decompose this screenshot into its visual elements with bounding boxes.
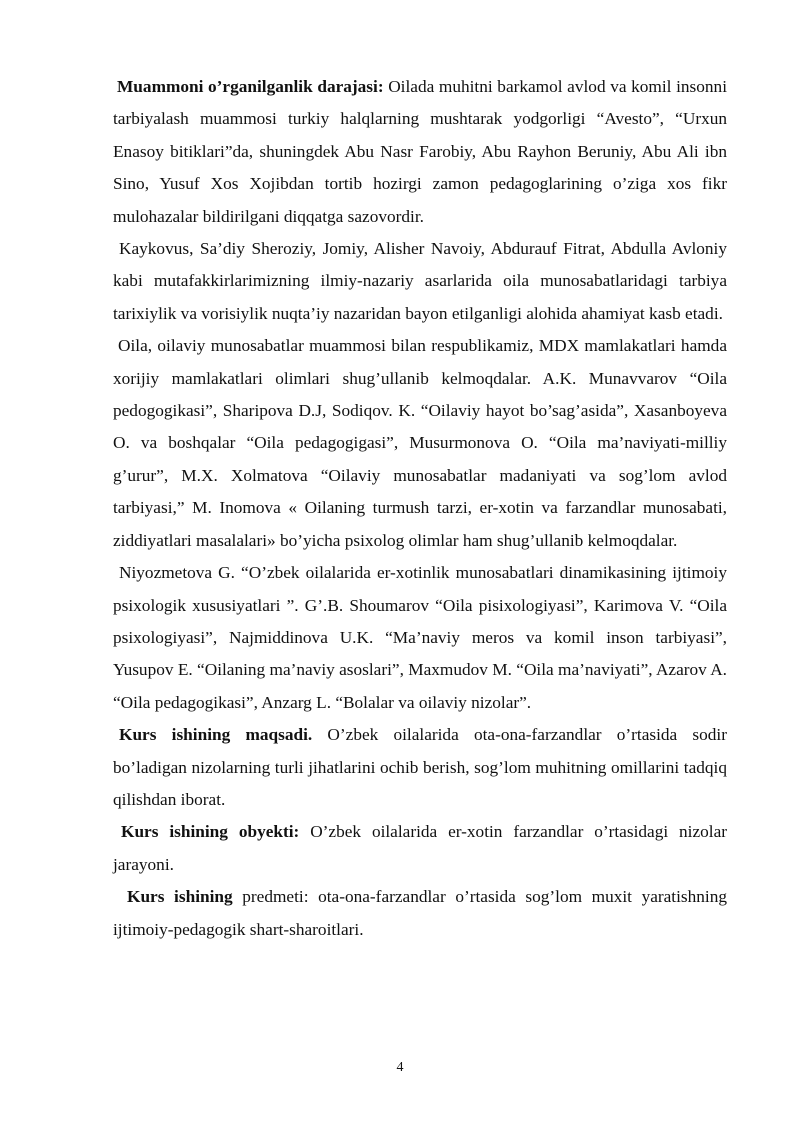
paragraph-course-goal: [113, 719, 727, 816]
paragraph-lead: Kurs ishining obyekti:: [121, 822, 300, 842]
document-page: [113, 71, 727, 946]
paragraph-research-degree: [113, 71, 727, 233]
paragraph-thinkers: [113, 233, 727, 330]
paragraph-text: O’zbek oilalarida er-xotin farzandlar o’rtasidagi nizolar jarayoni.: [113, 822, 727, 874]
paragraph-text: Niyozmetova G. “O’zbek oilalarida er-xotinlik munosabatlari dinamikasining ijtimoiy psixologik xususiyatlari ”. G’.B. Shoumarov “Oila pisixologiyasi”, Karimova V. “Oila psixologiyasi”, Najmiddinova U.K. “Ma’naviy meros va komil inson tarbiyasi”, Yusupov E. “Oilaning ma’naviy asoslari”, Maxmudov M. “Oila ma’naviyati”, Azarov A. “Oila pedagogikasi”, Anzarg L. “Bolalar va oilaviy nizolar”.: [113, 563, 727, 712]
paragraph-text: predmeti: ota-ona-farzandlar o’rtasida sog’lom muxit yaratishning ijtimoiy-pedagogik shart-sharoitlari.: [113, 887, 728, 939]
paragraph-text: Oilada muhitni barkamol avlod va komil insonni tarbiyalash muammosi turkiy halqlarning mushtarak yodgorligi “Avesto”, “Urxun Enasoy bitiklari”da, shuningdek Abu Nasr Farobiy, Abu Rayhon Beruniy, Abu Ali ibn Sino, Yusuf Xos Xojibdan tortib hozirgi zamon pedagoglarining o’ziga xos fikr mulohazalar bildirilgani diqqatga sazovordir.: [113, 77, 727, 226]
paragraph-lead: Kurs ishining maqsadi.: [119, 725, 313, 745]
paragraph-lead: Kurs ishining: [127, 887, 233, 907]
paragraph-scholars: [113, 330, 727, 557]
page-number: 4: [396, 1060, 404, 1075]
paragraph-course-subject: [113, 881, 727, 946]
paragraph-text: O’zbek oilalarida ota-ona-farzandlar o’rtasida sodir bo’ladigan nizolarning turli jihatlarini ochib berish, sog’lom muhitning omillarini tadqiq qilishdan iborat.: [113, 725, 727, 809]
paragraph-lead: Muammoni o’rganilganlik darajasi:: [117, 77, 384, 96]
paragraph-text: Oila, oilaviy munosabatlar muammosi bilan respublikamiz, MDX mamlakatlari hamda xorijiy mamlakatlari olimlari shug’ullanib kelmoqdalar. A.K. Munavvarov “Oila pedogogikasi”, Sharipova D.J, Sodiqov. K. “Oilaviy hayot bo’sag’asida”, Xasanboyeva O. va boshqalar “Oila pedagogigasi”, Musurmonova O. “Oila ma’naviyati-milliy g’urur”, M.X. Xolmatova “Oilaviy munosabatlar madaniyati va sog’lom avlod tarbiyasi,” M. Inomova « Oilaning turmush tarzi, er-xotin va farzandlar munosabati, ziddiyatlari masalalari» bo’yicha psixolog olimlar ham shug’ullanib kelmoqdalar.: [113, 336, 727, 550]
paragraph-course-object: [113, 816, 727, 881]
paragraph-literature: [113, 557, 727, 719]
paragraph-text: Kaykovus, Sa’diy Sheroziy, Jomiy, Alisher Navoiy, Abdurauf Fitrat, Abdulla Avloniy kabi mutafakkirlarimizning ilmiy-nazariy asarlarida oila munosabatlaridagi tarbiya tarixiylik va vorisiylik nuqta’iy nazaridan bayon etilganligi alohida ahamiyat kasb etadi.: [113, 239, 727, 323]
